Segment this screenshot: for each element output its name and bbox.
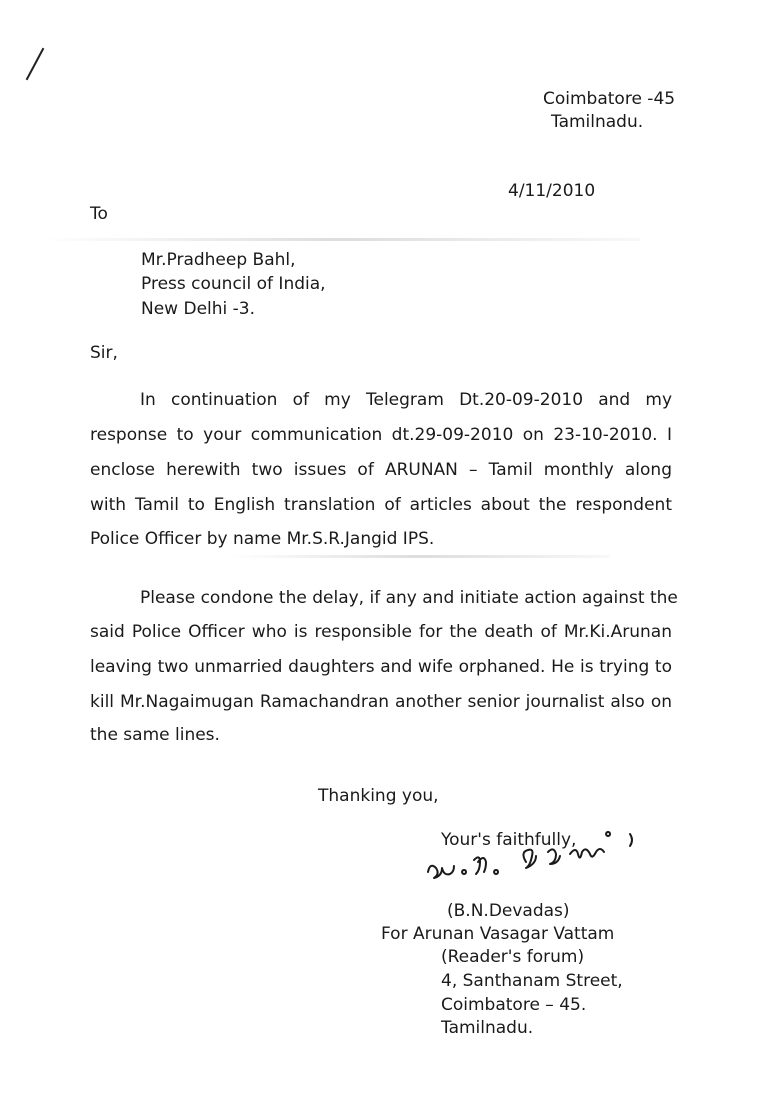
scan-smudge [230,555,610,558]
pen-mark [26,48,45,81]
paragraph2-line: leaving two unmarried daughters and wife orphaned. He is trying to [90,657,672,677]
paragraph2-line: kill Mr.Nagaimugan Ramachandran another senior journalist also on [90,692,672,712]
thanking-line: Thanking you, [318,786,439,806]
recipient-org: Press council of India, [141,274,326,294]
sender-city: Coimbatore -45 [543,89,676,109]
paragraph1-line: with Tamil to English translation of articles about the respondent [90,495,672,515]
scan-smudge [40,238,640,241]
paragraph1-line: In continuation of my Telegram Dt.20-09-2010 and my [140,390,672,410]
recipient-city: New Delhi -3. [141,299,256,319]
signatory-street: 4, Santhanam Street, [441,971,623,991]
paragraph1-line: Police Officer by name Mr.S.R.Jangid IPS. [90,529,435,549]
handwritten-signature [422,822,642,892]
salutation: Sir, [90,343,118,363]
recipient-name: Mr.Pradheep Bahl, [141,250,296,270]
signatory-forum: (Reader's forum) [441,947,585,967]
sender-state: Tamilnadu. [551,112,644,132]
to-label: To [90,204,108,224]
signatory-name: (B.N.Devadas) [447,901,570,921]
paragraph2-line: the same lines. [90,725,220,745]
letter-date: 4/11/2010 [508,181,596,201]
paragraph2-line: said Police Officer who is responsible for the death of Mr.Ki.Arunan [90,622,672,642]
signatory-state: Tamilnadu. [441,1018,534,1038]
paragraph1-line: enclose herewith two issues of ARUNAN – Tamil monthly along [90,460,672,480]
paragraph2-line: Please condone the delay, if any and initiate action against the [140,588,678,608]
signatory-org: For Arunan Vasagar Vattam [381,924,615,944]
paragraph1-line: response to your communication dt.29-09-2010 on 23-10-2010. I [90,425,672,445]
signatory-city: Coimbatore – 45. [441,995,587,1015]
closing-line: Your's faithfully, [441,830,577,850]
